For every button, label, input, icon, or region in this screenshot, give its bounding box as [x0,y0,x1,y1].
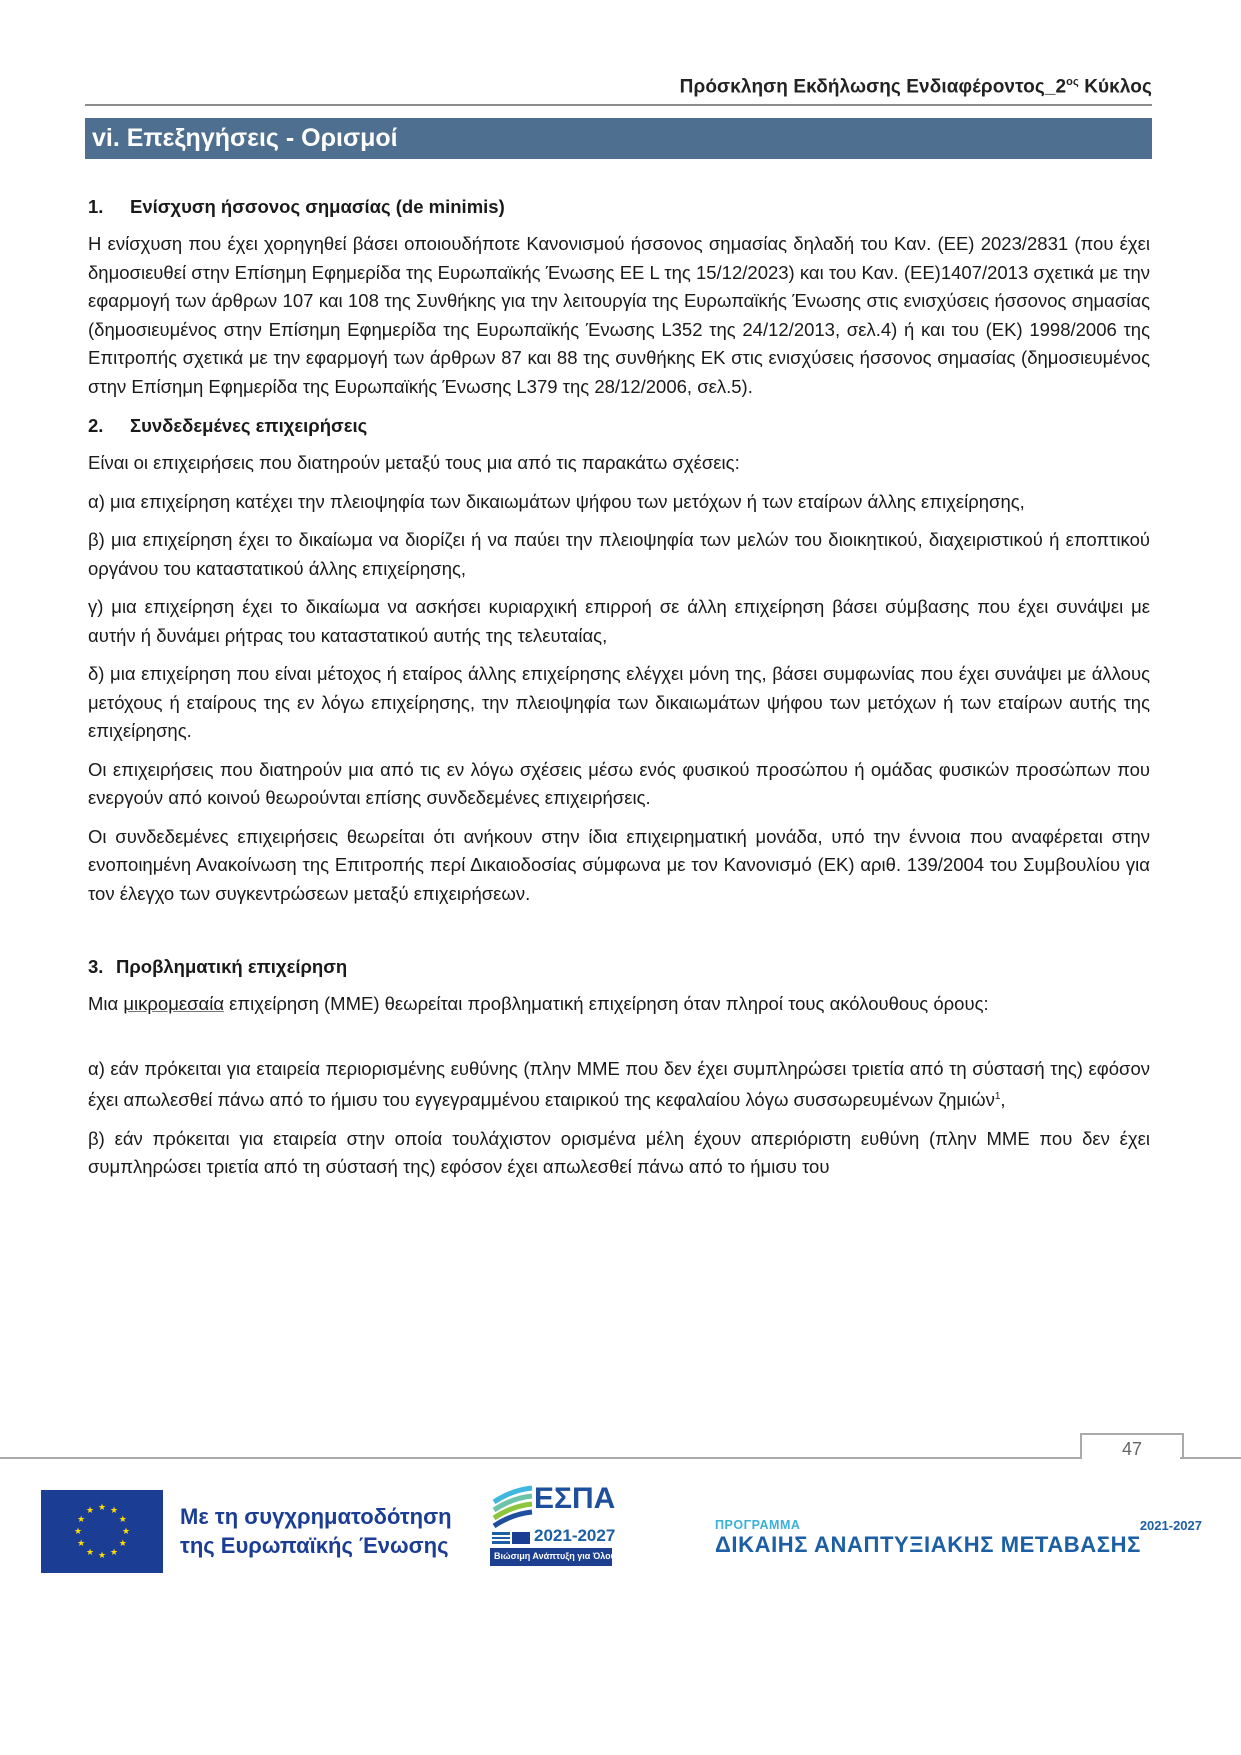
heading-number: 3. [88,956,104,977]
eu-cofunding-text [180,1502,452,1560]
definition-heading-2 [88,415,1150,437]
heading-text: Προβληματική επιχείρηση [116,956,348,977]
text: Μια [88,993,124,1014]
section-banner [85,118,1152,159]
eu-star-icon: ★ [85,1505,95,1516]
footer-divider [0,1457,1080,1459]
espa-title: ΕΣΠΑ [534,1482,616,1515]
paragraph: Είναι οι επιχειρήσεις που διατηρούν μεταξύ τους μια από τις παρακάτω σχέσεις: [88,452,740,473]
underlined-term: μικρομεσαία [123,993,225,1014]
document-title-main: Πρόσκληση Εκδήλωσης Ενδιαφέροντος_2 [679,76,1067,98]
definition-heading-3 [88,956,1150,978]
document-body [88,196,1150,1192]
eu-flag-icon [41,1490,163,1573]
eu-star-icon: ★ [73,1526,83,1536]
program-years: 2021-2027 [1139,1518,1202,1533]
list-item-a [88,1055,1150,1115]
page-header [85,74,1152,106]
document-title [680,76,1152,98]
document-title-superscript: ος [1066,76,1079,88]
spacer [88,918,1150,956]
footnote-reference[interactable]: 1 [994,1091,1001,1102]
eu-star-icon: ★ [109,1505,119,1516]
heading-number: 1. [88,196,104,217]
text: επιχείρηση (ΜΜΕ) θεωρείται προβληματική επιχείρηση όταν πληροί τους ακόλουθους όρους: [224,993,989,1014]
list-item-b: β) μια επιχείρηση έχει το δικαίωμα να διορίζει ή να παύει την πλειοψηφία των μελών του διοικητικού, διαχειριστικού ή εποπτικού οργάνου του καταστατικού άλλης επιχείρησης, [88,529,1150,579]
section-title: vi. Επεξηγήσεις - Ορισμοί [92,124,398,152]
eu-text-line: Με τη συγχρηματοδότηση [180,1504,452,1529]
eu-star-icon: ★ [121,1526,131,1536]
program-name: ΔΙΚΑΙΗΣ ΑΝΑΠΤΥΞΙΑΚΗΣ ΜΕΤΑΒΑΣΗΣ [715,1532,1141,1557]
footer-divider [1180,1457,1241,1459]
text: α) εάν πρόκειται για εταιρεία περιορισμένης ευθύνης (πλην ΜΜΕ που δεν έχει συμπληρώσει τριετία από τη σύστασή της) εφόσον έχει απωλεσθεί πάνω από το ήμισυ του εγγεγραμμένου εταιρικού της κεφαλαίου λόγω συσσωρευμένων ζημιών [88,1057,1150,1111]
eu-star-icon: ★ [109,1546,119,1557]
espa-logo [490,1482,620,1567]
spacer [88,1029,1150,1055]
list-item-c: γ) μια επιχείρηση έχει το δικαίωμα να ασκήσει κυριαρχική επιρροή σε άλλη επιχείρηση βάσει σύμβασης που έχει συνάψει με αυτήν ή δυνάμει ρήτρας του καταστατικού αυτής της τελευταίας, [88,596,1150,646]
page-number-tab [1080,1433,1184,1459]
document-title-end: Κύκλος [1078,76,1152,98]
eu-star-icon: ★ [85,1546,95,1557]
eu-star-icon: ★ [77,1538,86,1548]
heading-number: 2. [88,415,104,436]
list-item-a: α) μια επιχείρηση κατέχει την πλειοψηφία των δικαιωμάτων ψήφου των μετόχων ή των εταίρων άλλης επιχείρησης, [88,490,1025,512]
eu-star-icon: ★ [118,1514,127,1524]
eu-star-icon: ★ [77,1514,86,1524]
heading-text: Συνδεδεμένες επιχειρήσεις [130,415,368,436]
eu-star-icon: ★ [97,1550,107,1560]
page-number: 47 [1121,1439,1143,1459]
paragraph: Οι επιχειρήσεις που διατηρούν μια από τις εν λόγω σχέσεις μέσω ενός φυσικού προσώπου ή ομάδας φυσικών προσώπων που ενεργούν από κοινού θεωρούνται επίσης συνδεδεμένες επιχειρήσεις. [88,758,1150,808]
paragraph: Οι συνδεδεμένες επιχειρήσεις θεωρείται ότι ανήκουν στην ίδια επιχειρηματική μονάδα, υπό την έννοια που αναφέρεται στην ενοποιημένη Ανακοίνωση της Επιτροπής περί Δικαιοδοσίας σύμφωνα με τον Κανονισμό (ΕΚ) αριθ. 139/2004 του Συμβουλίου για τον έλεγχο των συγκεντρώσεων μεταξύ επιχειρήσεων. [88,825,1150,904]
heading-text: Ενίσχυση ήσσονος σημασίας (de minimis) [130,196,505,217]
eu-text-line: της Ευρωπαϊκής Ένωσης [180,1533,449,1558]
program-logo [715,1518,1202,1568]
list-item-b: β) εάν πρόκειται για εταιρεία στην οποία τουλάχιστον ορισμένα μέλη έχουν απεριόριστη ευθύνη (πλην ΜΜΕ που δεν έχει συμπληρώσει τριετία από τη σύστασή της) εφόσον έχει απωλεσθεί πάνω από το ήμισυ του [88,1127,1150,1178]
program-label: ΠΡΟΓΡΑΜΜΑ [715,1518,801,1532]
eu-stars-icon [41,1490,163,1573]
espa-tagline: Βιώσιμη Ανάπτυξη για Όλους [494,1551,621,1561]
eu-star-icon: ★ [97,1502,107,1512]
espa-years: 2021-2027 [534,1526,616,1545]
paragraph: Η ενίσχυση που έχει χορηγηθεί βάσει οποιουδήποτε Κανονισμού ήσσονος σημασίας δηλαδή του Καν. (ΕΕ) 2023/2831 (που έχει δημοσιευθεί στην Επίσημη Εφημερίδα της Ευρωπαϊκής Ένωσης ΕΕ L της 15/12/2023) και του Καν. (ΕΕ)1407/2013 σχετικά με την εφαρμογή των άρθρων 107 και 108 της Συνθήκης για την λειτουργία της Ευρωπαϊκής Ένωσης στις ενισχύσεις ήσσονος σημασίας (δημοσιευμένος στην Επίσημη Εφημερίδα της Ευρωπαϊκής Ένωσης L352 της 24/12/2013, σελ.4) ή και του (ΕΚ) 1998/2006 της Επιτροπής σχετικά με την εφαρμογή των άρθρων 87 και 88 της συνθήκης ΕΚ στις ενισχύσεις ήσσονος σημασίας (δημοσιευμένος στην Επίσημη Εφημερίδα της Ευρωπαϊκής Ένωσης L379 της 28/12/2006, σελ.5). [88,233,1150,397]
eu-star-icon: ★ [118,1538,127,1548]
text: , [1000,1089,1006,1111]
paragraph [88,990,1150,1019]
list-item-d: δ) μια επιχείρηση που είναι μέτοχος ή εταίρος άλλης επιχείρησης ελέγχει μόνη της, βάσει συμφωνίας που έχει συνάψει με άλλους μετόχους ή εταίρους της εν λόγω επιχείρησης, την πλειοψηφία των δικαιωμάτων ψήφου των μετόχων ή των εταίρων αυτής της επιχείρησης. [88,663,1150,741]
definition-heading-1 [88,196,1150,218]
